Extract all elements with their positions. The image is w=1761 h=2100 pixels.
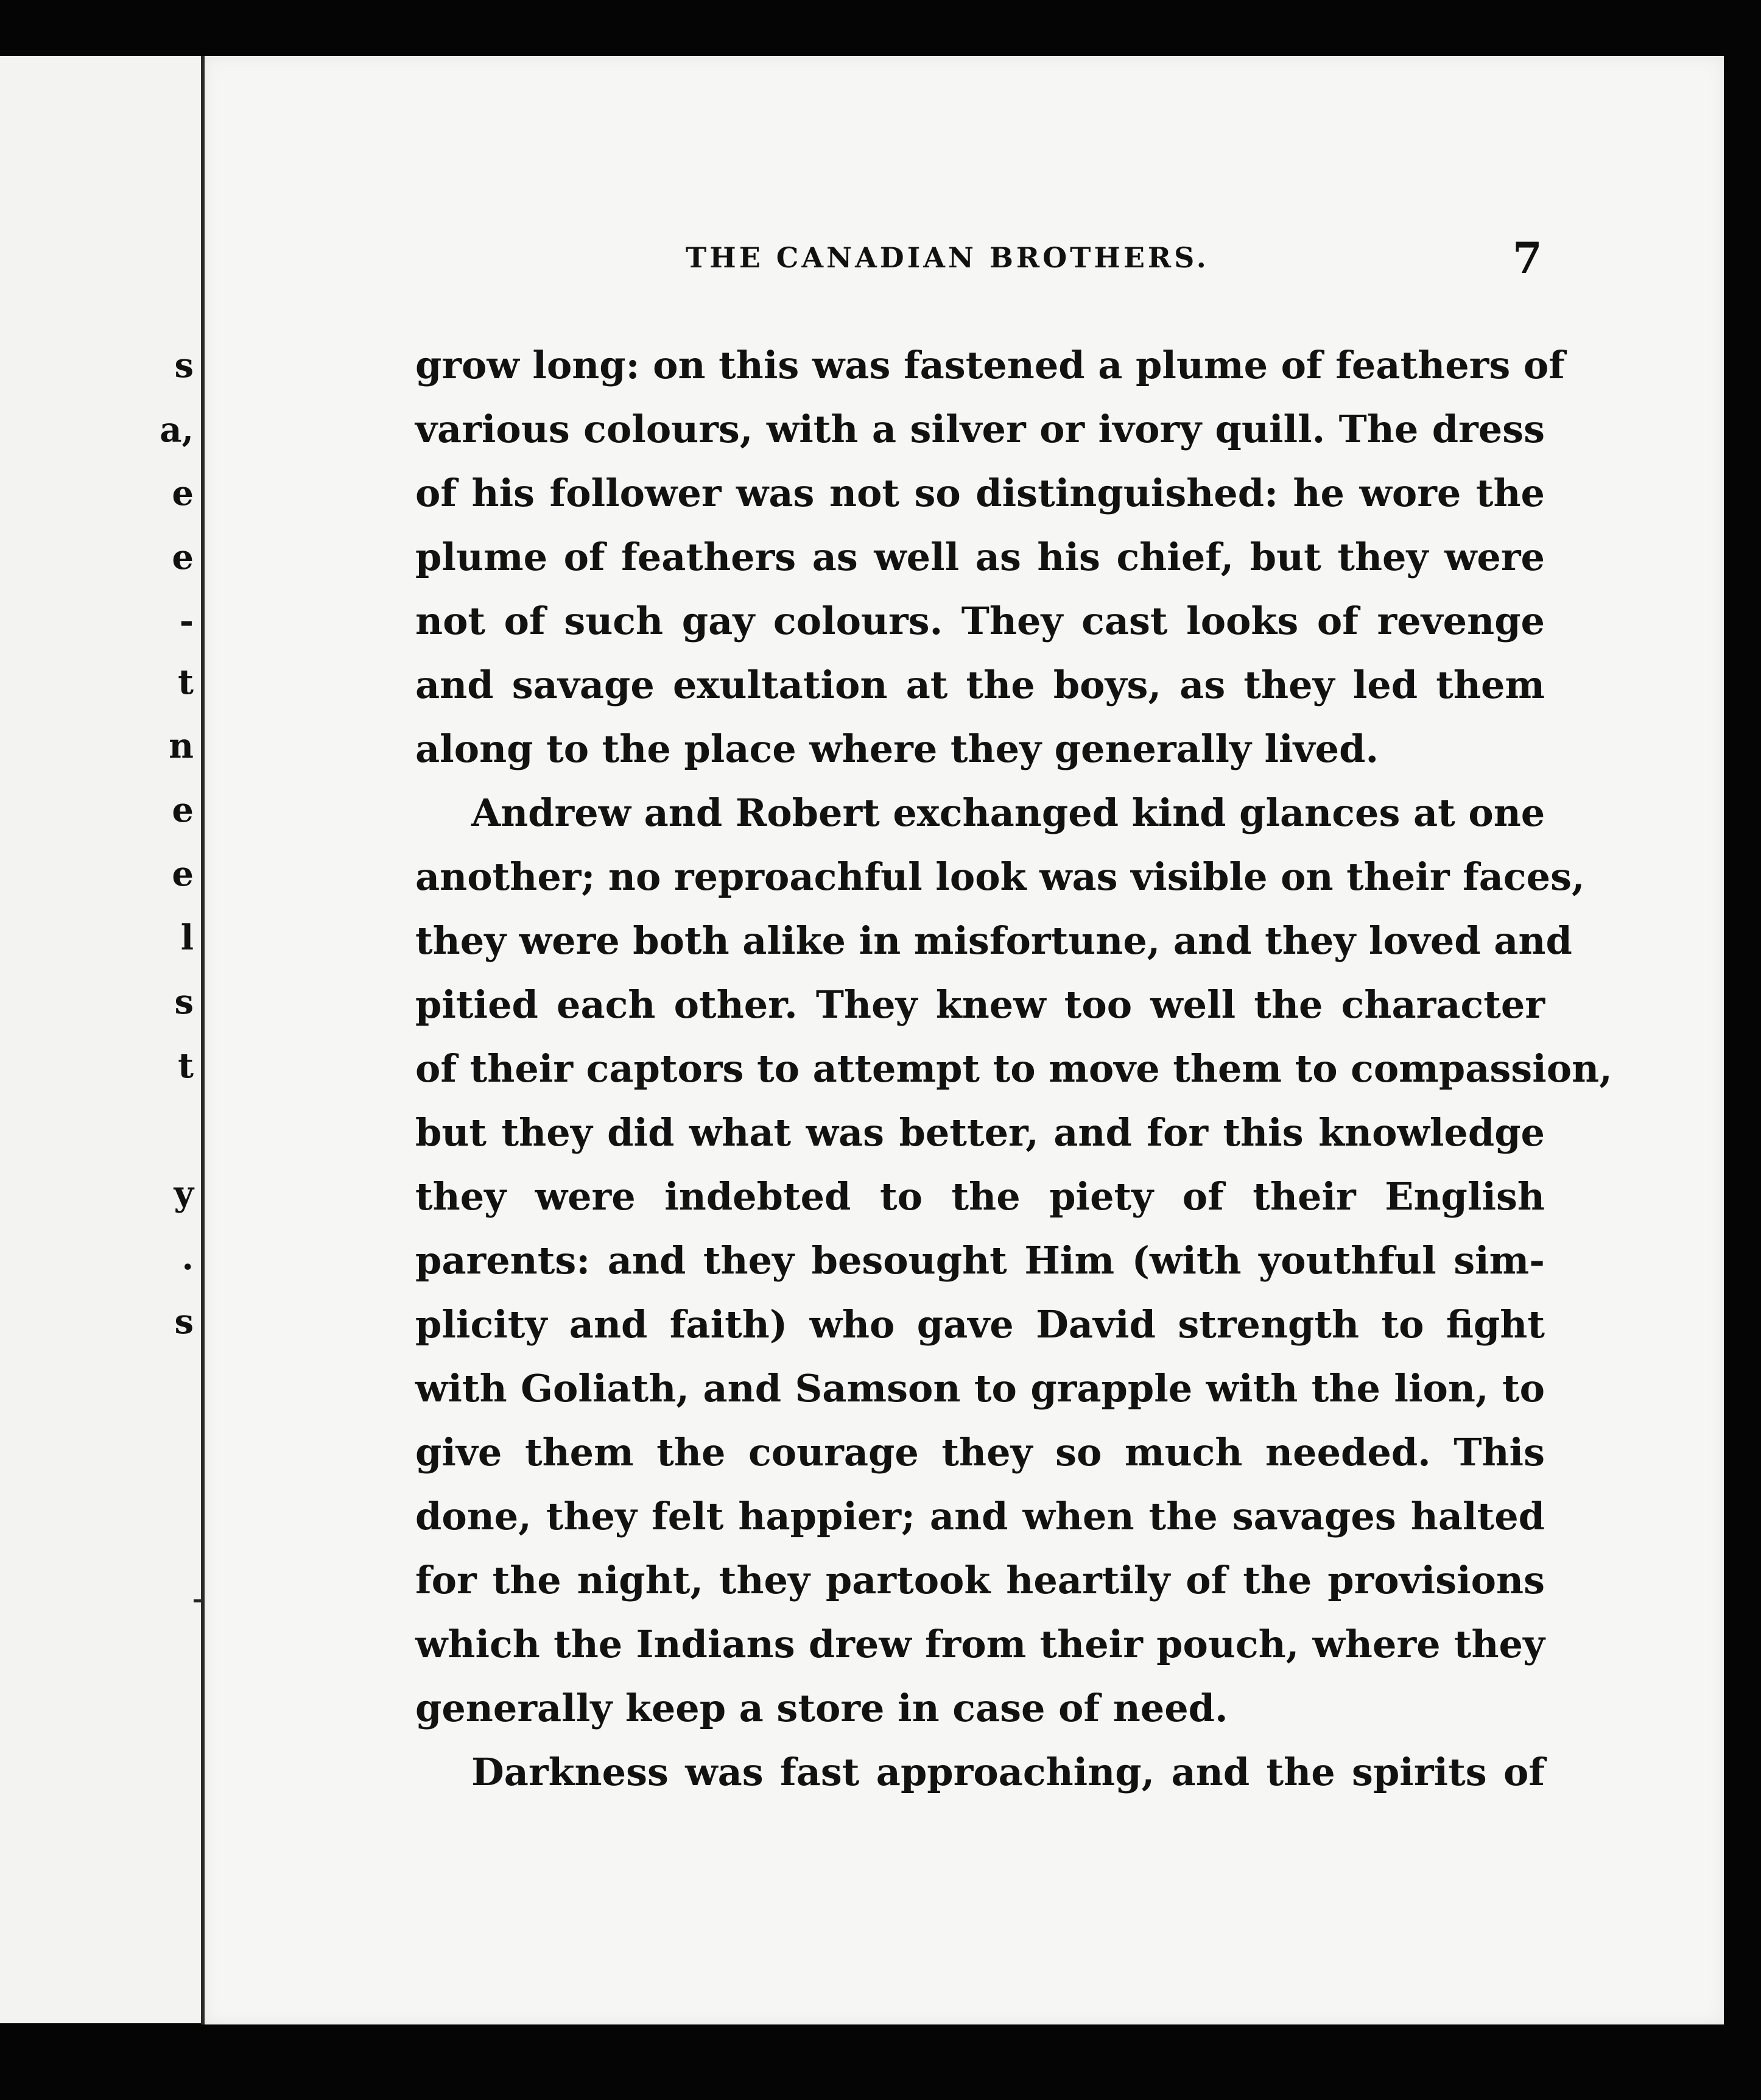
running-title: THE CANADIAN BROTHERS. <box>686 241 1209 274</box>
text-line: and savage exultation at the boys, as they led them <box>415 663 1545 707</box>
text-line: give them the courage they so much needed. This <box>415 1430 1545 1475</box>
text-line: of his follower was not so distinguished: he wore the <box>415 471 1545 515</box>
facing-page-fragment: s <box>174 982 194 1022</box>
facing-page-fragment: t <box>178 662 194 702</box>
facing-page-fragment: s <box>174 345 194 386</box>
text-line: of their captors to attempt to move them to compassion, <box>415 1046 1612 1091</box>
facing-page-fragment: e <box>172 854 194 894</box>
text-line: which the Indians drew from their pouch, where they <box>415 1622 1545 1666</box>
facing-page-fragment: e <box>172 790 194 830</box>
facing-page-fragment: . <box>181 1238 194 1278</box>
text-line: Darkness was fast approaching, and the spirits of <box>471 1750 1545 1794</box>
text-line: not of such gay colours. They cast looks of revenge <box>415 599 1545 643</box>
text-line: pitied each other. They knew too well the character <box>415 982 1545 1027</box>
text-line: plume of feathers as well as his chief, but they were <box>415 535 1545 579</box>
facing-page-fragment: y <box>174 1174 194 1214</box>
facing-page-fragment: t <box>178 1046 194 1086</box>
facing-page-fragment: e <box>172 537 194 577</box>
text-line: done, they felt happier; and when the savages halted <box>415 1494 1545 1538</box>
text-line: along to the place where they generally lived. <box>415 727 1379 771</box>
facing-page-edge <box>0 56 205 2023</box>
text-line: with Goliath, and Samson to grapple with the lion, to <box>415 1366 1545 1411</box>
text-line: another; no reproachful look was visible on their faces, <box>415 854 1585 899</box>
facing-page-fragment: - <box>179 601 194 641</box>
facing-page-fragment: e <box>172 473 194 513</box>
facing-page-fragment: l <box>180 918 194 958</box>
text-line: they were both alike in misfortune, and they loved and <box>415 918 1572 963</box>
text-line: they were indebted to the piety of their English <box>415 1174 1545 1219</box>
text-line: for the night, they partook heartily of the provisions <box>415 1558 1545 1602</box>
text-line: parents: and they besought Him (with youthful sim- <box>415 1238 1545 1283</box>
text-line: but they did what was better, and for this knowledge <box>415 1110 1545 1155</box>
book-page <box>201 56 1724 2024</box>
text-line: generally keep a store in case of need. <box>415 1686 1228 1730</box>
text-line: grow long: on this was fastened a plume of feathers of <box>415 343 1565 387</box>
facing-page-fragment: s <box>174 1302 194 1342</box>
text-line: various colours, with a silver or ivory quill. The dress <box>415 407 1545 451</box>
facing-page-fragment: a, <box>160 410 194 450</box>
page-number: 7 <box>1513 233 1542 283</box>
text-line: Andrew and Robert exchanged kind glances at one <box>471 791 1545 835</box>
text-line: plicity and faith) who gave David strength to fight <box>415 1302 1545 1347</box>
facing-page-fragment: n <box>169 726 194 766</box>
body-text <box>415 333 1612 1804</box>
